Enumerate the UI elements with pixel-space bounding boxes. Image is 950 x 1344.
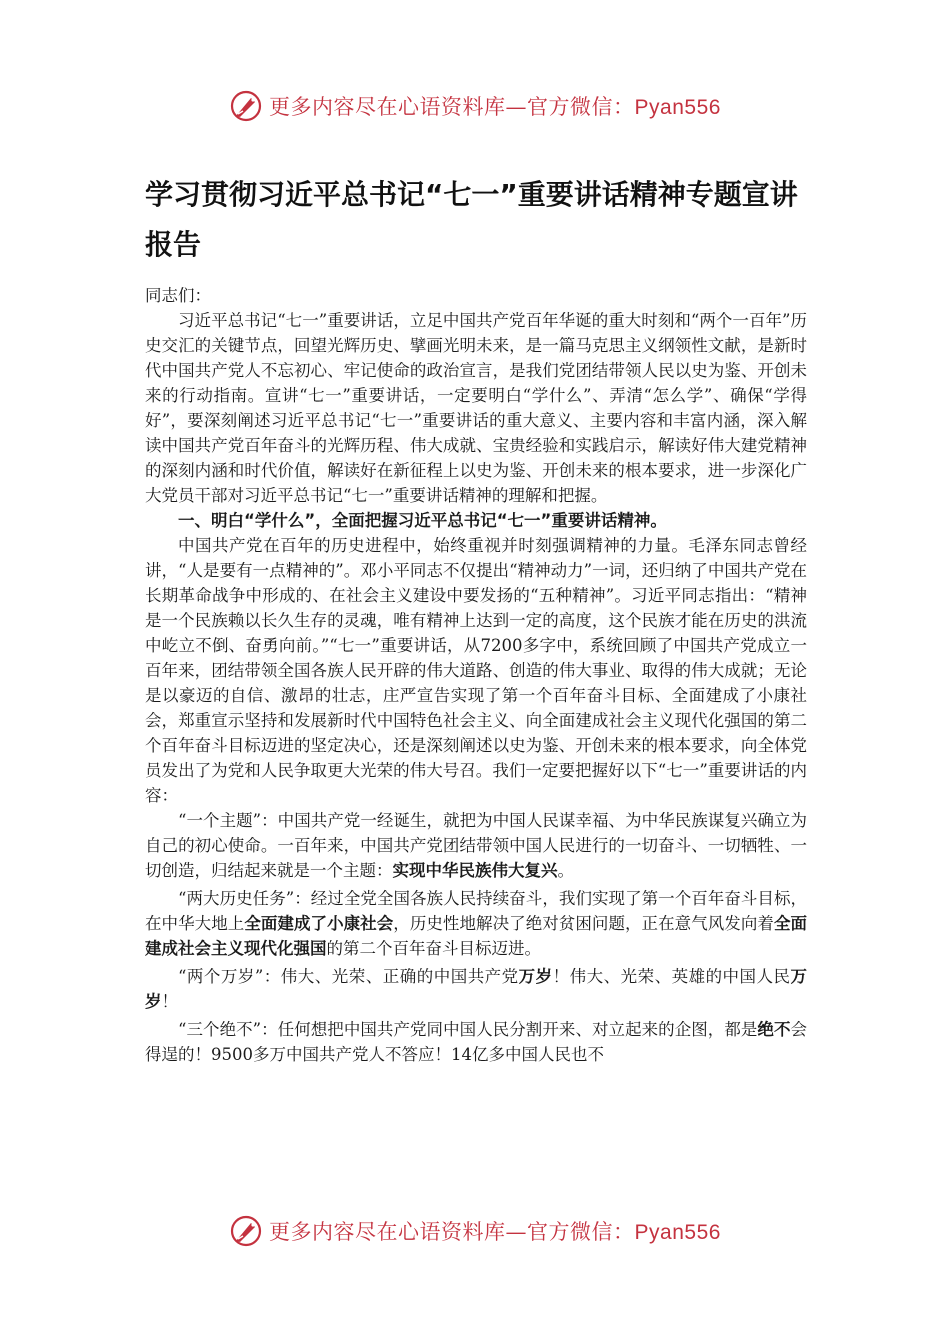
footer-watermark <box>0 1211 950 1251</box>
watermark-text: 更多内容尽在心语资料库—官方微信：Pyan556 <box>269 1220 721 1244</box>
watermark-text: 更多内容尽在心语资料库—官方微信：Pyan556 <box>269 95 721 119</box>
tasks-paragraph: “两大历史任务”：经过全党全国各族人民持续奋斗，我们实现了第一个百年奋斗目标，在中华大地上全面建成了小康社会，历史性地解决了绝对贫困问题，正在意气风发向着全面建成社会主义现代化强国的第二个百年奋斗目标迈进。 <box>145 889 808 958</box>
document-body <box>145 283 807 1067</box>
theme-paragraph: “一个主题”：中国共产党一经诞生，就把为中国人民谋幸福、为中华民族谋复兴确立为自己的初心使命。一百年来，中国共产党团结带领中国人民进行的一切奋斗、一切牺牲、一切创造，归结起来就是一个主题：实现中华民族伟大复兴。 <box>145 811 807 880</box>
section-heading-1: 一、明白“学什么”，全面把握习近平总书记“七一”重要讲话精神。 <box>178 511 667 530</box>
document-title: 学习贯彻习近平总书记“七一”重要讲话精神专题宣讲报告 <box>145 178 798 261</box>
section-1-paragraph: 中国共产党在百年的历史进程中，始终重视并时刻强调精神的力量。毛泽东同志曾经讲，“人是要有一点精神的”。邓小平同志不仅提出“精神动力”一词，还归纳了中国共产党在长期革命战争中形成的、在社会主义建设中要发扬的“五种精神”。习近平同志指出：“精神是一个民族赖以长久生存的灵魂，唯有精神上达到一定的高度，这个民族才能在历史的洪流中屹立不倒、奋勇向前。”“七一”重要讲话，从7200多字中，系统回顾了中国共产党成立一百年来，团结带领全国各族人民开辟的伟大道路、创造的伟大事业、取得的伟大成就；无论是以豪迈的自信、激昂的壮志，庄严宣告实现了第一个百年奋斗目标、全面建成了小康社会，郑重宣示坚持和发展新时代中国特色社会主义、向全面建成社会主义现代化强国的第二个百年奋斗目标迈进的坚定决心，还是深刻阐述以史为鉴、开创未来的根本要求，向全体党员发出了为党和人民争取更大光荣的伟大号召。我们一定要把握好以下“七一”重要讲话的内容： <box>145 536 807 805</box>
intro-paragraph: 习近平总书记“七一”重要讲话，立足中国共产党百年华诞的重大时刻和“两个一百年”历史交汇的关键节点，回望光辉历史、擘画光明未来，是一篇马克思主义纲领性文献，是新时代中国共产党人不忘初心、牢记使命的政治宣言，是我们党团结带领人民以史为鉴、开创未来的行动指南。宣讲“七一”重要讲话，一定要明白“学什么”、弄清“怎么学”、确保“学得好”，要深刻阐述习近平总书记“七一”重要讲话的重大意义、主要内容和丰富内涵，深入解读中国共产党百年奋斗的光辉历程、伟大成就、宝贵经验和实践启示，解读好伟大建党精神的深刻内涵和时代价值，解读好在新征程上以史为鉴、开创未来的根本要求，进一步深化广大党员干部对习近平总书记“七一”重要讲话精神的理解和把握。 <box>145 311 807 505</box>
header-watermark <box>0 86 950 126</box>
greeting: 同志们： <box>145 286 211 305</box>
pen-nib-logo-icon <box>229 89 263 123</box>
pen-nib-logo-icon <box>229 1214 263 1248</box>
three-never-paragraph: “三个绝不”：任何想把中国共产党同中国人民分割开来、对立起来的企图，都是绝不会得逞的！9500多万中国共产党人不答应！14亿多中国人民也不 <box>145 1020 808 1064</box>
long-live-paragraph: “两个万岁”：伟大、光荣、正确的中国共产党万岁！伟大、光荣、英雄的中国人民万岁！ <box>145 967 808 1011</box>
